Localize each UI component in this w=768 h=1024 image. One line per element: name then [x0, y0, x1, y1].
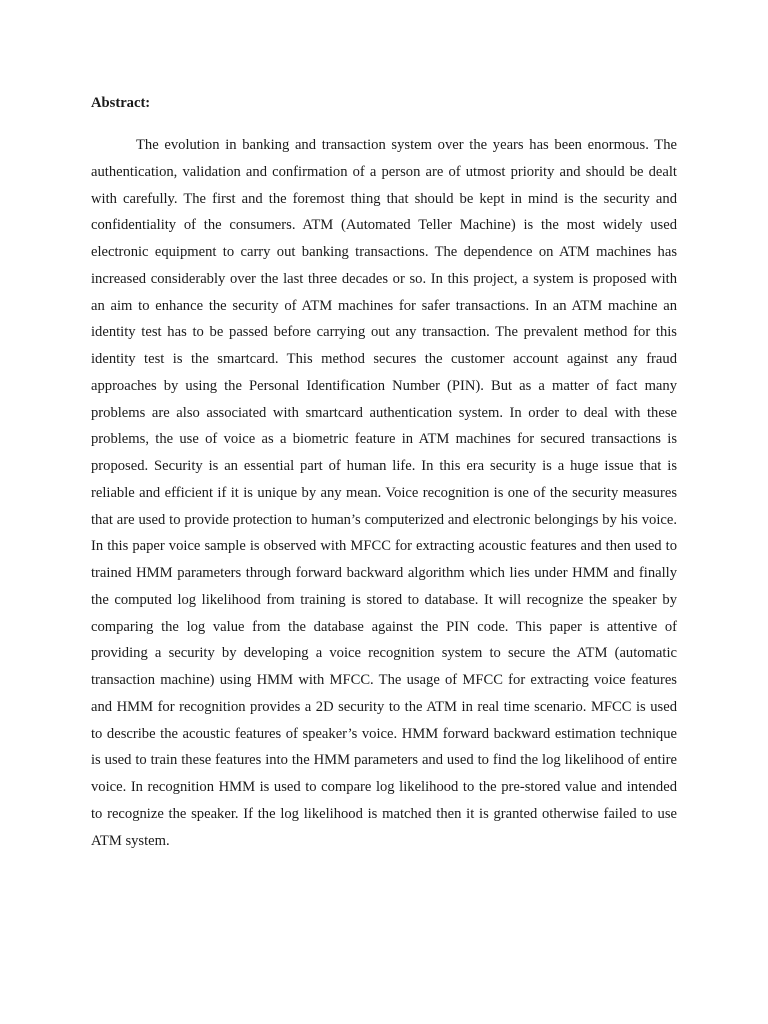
abstract-paragraph: The evolution in banking and transaction system over the years has been enormous. The authentication, validation and confirmation of a person are of utmost priority and should be dealt with carefully. The first and the foremost thing that should be kept in mind is the security and confidentiality of the consumers. ATM (Automated Teller Machine) is the most widely used electronic equipment to carry out banking transactions. The dependence on ATM machines has increased considerably over the last three decades or so. In this project, a system is proposed with an aim to enhance the security of ATM machines for safer transactions. In an ATM machine an identity test has to be passed before carrying out any transaction. The prevalent method for this identity test is the smartcard. This method secures the customer account against any fraud approaches by using the Personal Identification Number (PIN). But as a matter of fact many problems are also associated with smartcard authentication system. In order to deal with these problems, the use of voice as a biometric feature in ATM machines for secured transactions is proposed. Security is an essential part of human life. In this era security is a huge issue that is reliable and efficient if it is unique by any mean. Voice recognition is one of the security measures that are used to provide protection to human’s computerized and electronic belongings by his voice. In this paper voice sample is observed with MFCC for extracting acoustic features and then used to trained HMM parameters through forward backward algorithm which lies under HMM and finally the computed log likelihood from training is stored to database. It will recognize the speaker by comparing the log value from the database against the PIN code. This paper is attentive of providing a security by developing a voice recognition system to secure the ATM (automatic transaction machine) using HMM with MFCC. The usage of MFCC for extracting voice features and HMM for recognition provides a 2D security to the ATM in real time scenario. MFCC is used to describe the acoustic features of speaker’s voice. HMM forward backward estimation technique is used to train these features into the HMM parameters and used to find the log likelihood of entire voice. In recognition HMM is used to compare log likelihood to the pre-stored value and intended to recognize the speaker. If the log likelihood is matched then it is granted otherwise failed to use ATM system.: [91, 137, 677, 849]
abstract-heading: Abstract:: [91, 95, 151, 111]
